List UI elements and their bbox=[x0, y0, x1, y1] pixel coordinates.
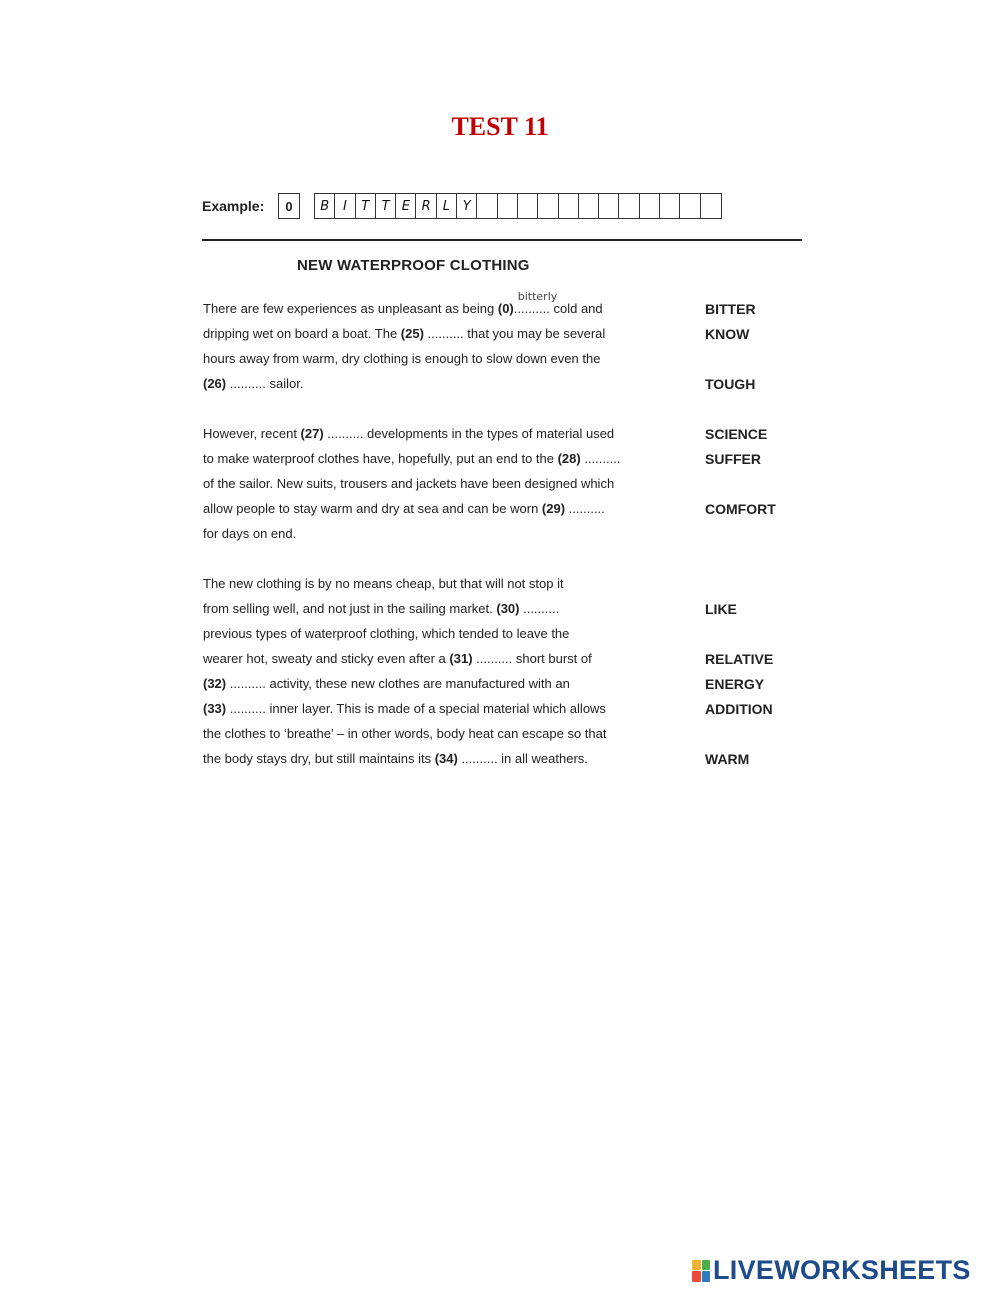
logo-icon bbox=[692, 1260, 710, 1282]
keyword: WARM bbox=[705, 751, 750, 767]
passage-line bbox=[203, 725, 607, 743]
line-text: previous types of waterproof clothing, which tended to leave the bbox=[203, 626, 570, 641]
example-letter-cell: T bbox=[376, 194, 396, 218]
example-letter-cell bbox=[701, 194, 721, 218]
passage-line bbox=[203, 325, 605, 343]
line-text: for days on end. bbox=[203, 526, 297, 541]
example-letter-cell: Y bbox=[457, 194, 477, 218]
gap-number: (31) bbox=[449, 651, 473, 666]
gap-number: (27) bbox=[300, 426, 324, 441]
example-letter-cell bbox=[559, 194, 579, 218]
passage-line bbox=[203, 425, 614, 443]
gap-dots: .......... inner layer. This is made of a special material which allows bbox=[226, 701, 606, 716]
example-letter-cell: R bbox=[416, 194, 436, 218]
passage-line bbox=[203, 525, 296, 543]
gap-dots: .......... in all weathers. bbox=[457, 751, 588, 766]
passage-line bbox=[203, 650, 592, 668]
keyword: COMFORT bbox=[705, 501, 776, 517]
logo-tile bbox=[702, 1271, 711, 1282]
gap-dots: .......... activity, these new clothes are manufactured with an bbox=[226, 676, 570, 691]
keyword: KNOW bbox=[705, 326, 750, 342]
logo-tile bbox=[702, 1260, 711, 1271]
passage-line bbox=[203, 750, 588, 768]
gap-dots: .......... that you may be several bbox=[423, 326, 606, 341]
logo-tile bbox=[692, 1260, 701, 1271]
gap-number: (0) bbox=[497, 301, 514, 316]
gap-dots: .......... bbox=[519, 601, 560, 616]
example-letter-cell: T bbox=[356, 194, 376, 218]
passage-line bbox=[203, 375, 303, 393]
passage-line bbox=[203, 450, 620, 468]
liveworksheets-logo bbox=[692, 1255, 971, 1286]
example-letter-cell bbox=[680, 194, 700, 218]
passage-line bbox=[203, 475, 614, 493]
text-title: NEW WATERPROOF CLOTHING bbox=[297, 257, 530, 274]
line-text: the body stays dry, but still maintains its bbox=[203, 751, 435, 766]
gap-dots: .......... bbox=[565, 501, 605, 516]
keyword: ENERGY bbox=[705, 676, 765, 692]
passage-line bbox=[203, 700, 606, 718]
example-letter-cell bbox=[660, 194, 680, 218]
gap-dots: .......... developments in the types of material used bbox=[323, 426, 615, 441]
keyword: RELATIVE bbox=[705, 651, 774, 667]
gap-number: (25) bbox=[400, 326, 424, 341]
passage-line bbox=[203, 600, 559, 618]
line-text: the clothes to ‘breathe’ – in other words, body heat can escape so that bbox=[203, 726, 607, 741]
gap-number: (32) bbox=[203, 676, 227, 691]
logo-tile bbox=[692, 1271, 701, 1282]
example-letter-cell: I bbox=[335, 194, 355, 218]
line-text: wearer hot, sweaty and sticky even after a bbox=[203, 651, 450, 666]
example-letter-cell: B bbox=[315, 194, 335, 218]
line-text: There are few experiences as unpleasant as being bbox=[203, 301, 498, 316]
keyword: SUFFER bbox=[705, 451, 761, 467]
example-letter-cell bbox=[477, 194, 497, 218]
gap-number: (30) bbox=[496, 601, 520, 616]
example-letter-cell: L bbox=[437, 194, 457, 218]
example-label: Example: bbox=[202, 198, 265, 214]
passage-line bbox=[203, 575, 564, 593]
line-text: However, recent bbox=[203, 426, 301, 441]
keyword: SCIENCE bbox=[705, 426, 768, 442]
line-text: dripping wet on board a boat. The bbox=[203, 326, 401, 341]
line-text: of the sailor. New suits, trousers and jackets have been designed which bbox=[203, 476, 615, 491]
line-text: The new clothing is by no means cheap, but that will not stop it bbox=[203, 576, 564, 591]
example-number-box: 0 bbox=[278, 193, 300, 219]
example-gap: bitterly .......... cold and bbox=[513, 290, 603, 316]
line-text: hours away from warm, dry clothing is enough to slow down even the bbox=[203, 351, 601, 366]
gap-number: (28) bbox=[557, 451, 581, 466]
passage-line bbox=[203, 350, 600, 368]
gap-number: (33) bbox=[203, 701, 227, 716]
gap-dots: .......... bbox=[580, 451, 621, 466]
example-letter-cell bbox=[640, 194, 660, 218]
gap-dots: .......... short burst of bbox=[472, 651, 592, 666]
keyword: LIKE bbox=[705, 601, 737, 617]
example-letter-cell bbox=[599, 194, 619, 218]
example-letter-cell bbox=[518, 194, 538, 218]
page-title: TEST 11 bbox=[451, 112, 549, 141]
passage-line bbox=[203, 500, 605, 518]
example-letter-boxes bbox=[314, 193, 722, 219]
gap-number: (29) bbox=[541, 501, 566, 516]
line-text: to make waterproof clothes have, hopefully, put an end to the bbox=[203, 451, 558, 466]
passage-line bbox=[203, 675, 570, 693]
gap-number: (34) bbox=[434, 751, 458, 766]
passage-line bbox=[203, 625, 569, 643]
example-letter-cell: E bbox=[396, 194, 416, 218]
divider bbox=[202, 239, 802, 241]
passage-line bbox=[203, 290, 603, 318]
gap-number: (26) bbox=[203, 376, 227, 391]
keyword: ADDITION bbox=[705, 701, 773, 717]
keyword: BITTER bbox=[705, 301, 756, 317]
example-letter-cell bbox=[579, 194, 599, 218]
example-row bbox=[202, 192, 722, 220]
keyword: TOUGH bbox=[705, 376, 756, 392]
line-text: from selling well, and not just in the sailing market. bbox=[203, 601, 497, 616]
example-letter-cell bbox=[619, 194, 639, 218]
gap-dots: .......... sailor. bbox=[226, 376, 304, 391]
line-text: allow people to stay warm and dry at sea and can be worn bbox=[203, 501, 542, 516]
example-letter-cell bbox=[538, 194, 558, 218]
example-letter-cell bbox=[498, 194, 518, 218]
handwritten-answer: bitterly bbox=[517, 290, 558, 303]
logo-text: LIVEWORKSHEETS bbox=[713, 1255, 971, 1285]
